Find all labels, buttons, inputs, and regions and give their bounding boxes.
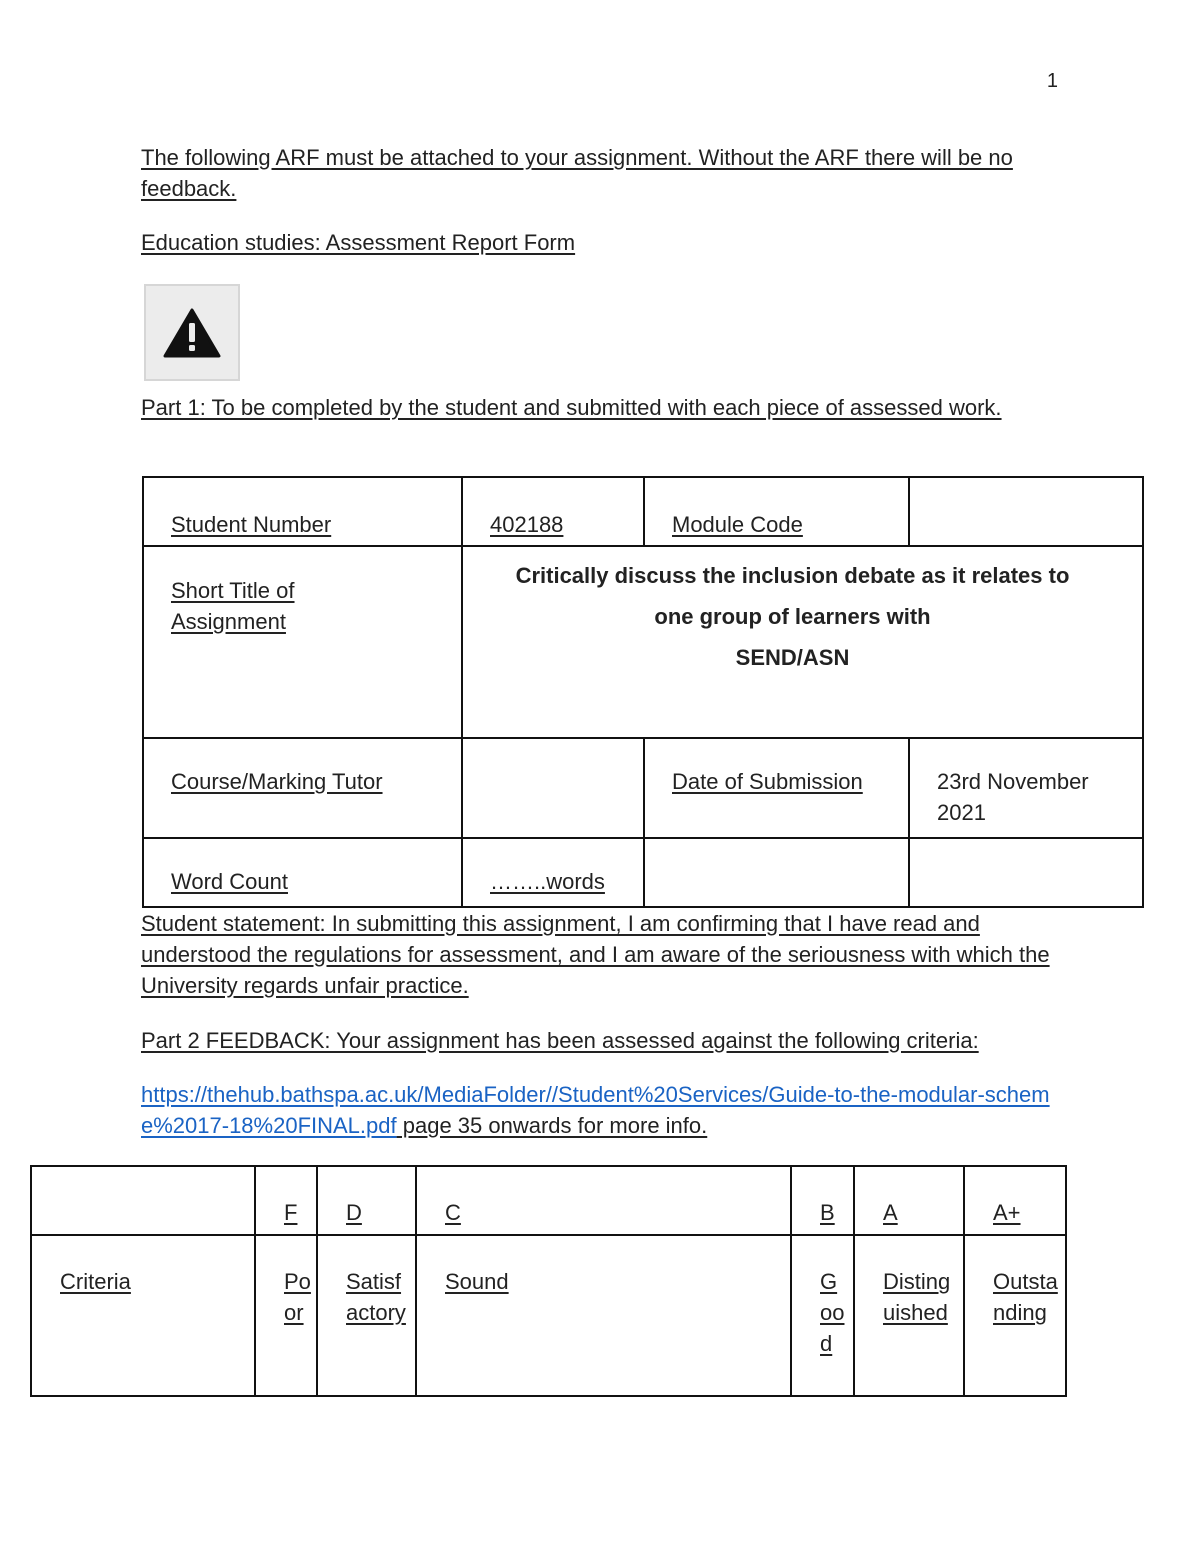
image-placeholder xyxy=(144,284,240,381)
empty-cell xyxy=(31,1166,255,1235)
criteria-label-cell xyxy=(31,1235,255,1396)
module-code-value-cell[interactable] xyxy=(909,477,1143,546)
student-number-value: 402188 xyxy=(490,512,564,537)
descriptor-satisfactory: Satisfactory xyxy=(346,1269,406,1325)
grade-b: B xyxy=(820,1200,835,1225)
table-row xyxy=(143,738,1143,838)
module-code-label: Module Code xyxy=(672,512,803,537)
guide-paragraph xyxy=(141,1079,1059,1141)
descriptor-cell xyxy=(317,1235,416,1396)
descriptor-good: Good xyxy=(820,1269,845,1356)
grade-header xyxy=(255,1166,317,1235)
date-label: Date of Submission xyxy=(672,769,863,794)
student-number-value-cell[interactable] xyxy=(462,477,644,546)
date-value-cell[interactable] xyxy=(909,738,1143,838)
tutor-label: Course/Marking Tutor xyxy=(171,769,383,794)
empty-cell xyxy=(644,838,909,907)
descriptor-sound: Sound xyxy=(445,1269,509,1294)
guide-link[interactable]: https://thehub.bathspa.ac.uk/MediaFolder//Student%20Services/Guide-to-the-modular-scheme%2017-18%20FINAL.pdf xyxy=(141,1082,1050,1138)
word-count-label-cell xyxy=(143,838,462,907)
date-label-cell xyxy=(644,738,909,838)
student-number-label-cell xyxy=(143,477,462,546)
short-title-line-2: one group of learners with xyxy=(654,604,931,629)
descriptor-poor: Poor xyxy=(284,1269,311,1325)
tutor-label-cell xyxy=(143,738,462,838)
short-title-line-3: SEND/ASN xyxy=(735,645,850,670)
table-row xyxy=(31,1166,1066,1235)
descriptor-distinguished: Distinguished xyxy=(883,1269,951,1325)
descriptor-cell xyxy=(255,1235,317,1396)
short-title-label-cell xyxy=(143,546,462,738)
empty-cell xyxy=(909,838,1143,907)
page-number: 1 xyxy=(1046,70,1058,92)
short-title-line-1: Critically discuss the inclusion debate as it relates to xyxy=(515,563,1070,588)
tutor-value-cell[interactable] xyxy=(462,738,644,838)
descriptor-cell xyxy=(791,1235,854,1396)
student-details-table xyxy=(142,476,1144,908)
table-row xyxy=(143,838,1143,907)
short-title-label: Short Title of Assignment xyxy=(171,578,295,634)
table-row xyxy=(31,1235,1066,1396)
warning-triangle-icon xyxy=(163,308,221,358)
date-value: 23rd November 2021 xyxy=(937,769,1089,825)
grades-table xyxy=(30,1165,1067,1397)
grade-header xyxy=(964,1166,1066,1235)
student-statement: Student statement: In submitting this assignment, I am confirming that I have read and understood the regulations for assessment, and I am aware of the seriousness with which the University regards unfair practice. xyxy=(141,911,1050,998)
criteria-label: Criteria xyxy=(60,1269,131,1294)
table-row xyxy=(143,477,1143,546)
student-number-label: Student Number xyxy=(171,512,332,537)
form-title: Education studies: Assessment Report Form xyxy=(141,230,576,255)
descriptor-cell xyxy=(964,1235,1066,1396)
short-title-value-cell[interactable] xyxy=(462,546,1143,738)
module-code-label-cell xyxy=(644,477,909,546)
word-count-label: Word Count xyxy=(171,869,288,894)
grade-c: C xyxy=(445,1200,461,1225)
descriptor-outstanding: Outstanding xyxy=(993,1269,1058,1325)
grade-header xyxy=(317,1166,416,1235)
word-count-value-cell[interactable] xyxy=(462,838,644,907)
grade-a: A xyxy=(883,1200,898,1225)
intro-text: The following ARF must be attached to your assignment. Without the ARF there will be no feedback. xyxy=(141,145,1013,201)
descriptor-cell xyxy=(854,1235,964,1396)
guide-link-suffix: page 35 onwards for more info. xyxy=(396,1113,708,1138)
table-row xyxy=(143,546,1143,738)
part2-heading: Part 2 FEEDBACK: Your assignment has been assessed against the following criteria: xyxy=(141,1028,979,1053)
word-count-value: ……..words xyxy=(490,869,605,894)
grade-d: D xyxy=(346,1200,362,1225)
grade-header xyxy=(854,1166,964,1235)
grade-header xyxy=(791,1166,854,1235)
grade-header xyxy=(416,1166,791,1235)
descriptor-cell xyxy=(416,1235,791,1396)
part1-heading: Part 1: To be completed by the student and submitted with each piece of assessed work. xyxy=(141,395,1002,420)
grade-f: F xyxy=(284,1200,298,1225)
grade-a-plus: A+ xyxy=(993,1200,1021,1225)
